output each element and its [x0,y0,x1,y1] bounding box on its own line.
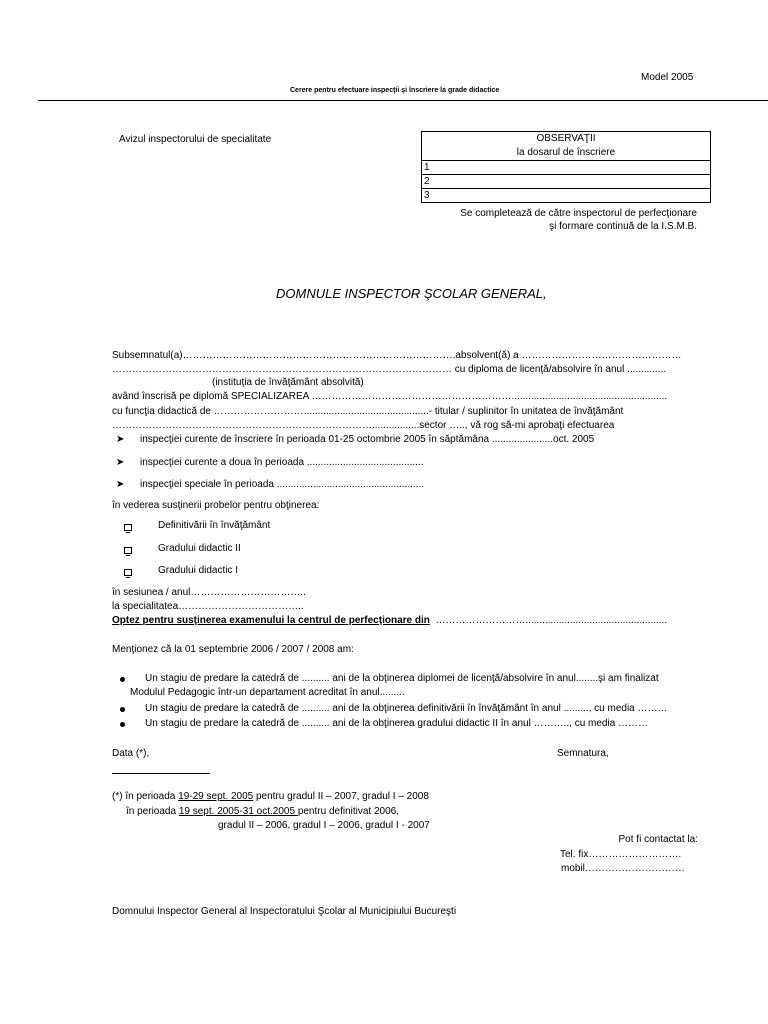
semnatura-label: Semnatura, [557,748,609,759]
observatii-note-1: Se completează de către inspectorul de perfecţionare [460,208,697,219]
note-text: pentru definitivat 2006, [297,806,399,817]
observatii-note-2: şi formare continuă de la I.S.M.B. [549,221,697,232]
note-text: pentru gradul II – 2007, gradul I – 2008 [253,791,429,802]
data-label: Data (*), [112,748,150,759]
line-specialitatea[interactable]: la specialitatea……………………………….. [112,601,304,612]
option-inspectie-1[interactable] [116,434,594,446]
form-title: Cerere pentru efectuare inspecţii şi înscriere la grade didactice [290,87,500,94]
tel-mobil-field[interactable]: mobil………………………… [561,863,685,874]
line-vederea: în vederea susţinerii probelor pentru obţinerea: [112,500,320,511]
bullet-icon [120,722,125,727]
arrow-bullet-icon: ➤ [116,457,125,468]
line-sesiunea[interactable]: în sesiunea / anul…………………………….. [112,587,306,598]
note-line-1 [112,791,429,803]
arrow-bullet-icon: ➤ [116,479,125,490]
checkbox-definitivat-icon[interactable] [124,524,132,531]
observatii-header [422,132,711,161]
observatii-row[interactable]: 1 [422,161,711,175]
note-period: 19 sept. 2005-31 oct.2005 [178,806,298,817]
label-definitivat: Definitivării în învăţământ [158,520,271,531]
contact-label: Pot fi contactat la: [618,834,698,845]
note-line-2 [126,806,399,818]
observatii-table [421,131,711,203]
optez-dots: ………………………................................................... [435,615,668,626]
line-sector[interactable]: …………………………………………………………………….................sector ….., vă rog să-mi aprobaţi efectuarea [112,420,615,431]
observatii-subtitle: la dosarul de înscriere [516,147,616,158]
line-functia[interactable]: cu funcţia didactică de ……………………….............................................- titular / suplinitor în unitatea de învăţământ [112,406,624,417]
option-inspectie-3[interactable] [116,479,424,491]
stagiu-grad-ii[interactable]: Un stagiu de predare la catedră de .......... ani de la obţinerea gradului didactic II în anul ……….., cu media ……… [145,718,649,729]
checkbox-grad-i-icon[interactable] [124,569,132,576]
label-grad-ii: Gradului didactic II [158,543,241,554]
checkbox-grad-ii-icon[interactable] [124,547,132,554]
line-subsemnatul[interactable]: Subsemnatul(a)……………………………………………………………………….absolvent(ă) a ………………………………………… [112,350,682,361]
option-text: inspecţiei speciale în perioada ..................................................... [140,479,425,490]
stagiu-definitivat[interactable]: Un stagiu de predare la catedră de .......... ani de la obţinerea definitivării în învăţământ în anul ........., cu media ……… [145,703,668,714]
observatii-row[interactable]: 2 [422,175,711,189]
option-text: inspecţiei curente de înscriere în perioada 01-25 octombrie 2005 în săptămâna ......................oct. 2005 [140,434,595,445]
note-period: 19-29 sept. 2005 [178,791,254,802]
bullet-icon [120,707,125,712]
note-text: în perioada [126,806,179,817]
aviz-label: Avizul inspectorului de specialitate [119,134,272,145]
line-specializarea[interactable]: având înscrisă pe diplomă SPECIALIZAREA ……………………………………………………........................................................ [112,391,668,402]
model-label: Model 2005 [641,72,694,83]
line-diploma[interactable]: ………………………………………………………………………………………… cu diploma de licenţă/absolvire în anul .............. [112,364,666,375]
note-text: (*) în perioada [112,791,179,802]
observatii-row[interactable]: 3 [422,189,711,203]
tel-fix-field[interactable]: Tel. fix………………………. [560,849,682,860]
addressee-line: Domnului Inspector General al Inspectoratului Şcolar al Municipiului Bucureşti [112,906,457,917]
option-text: inspecţiei curente a doua în perioada .......................................... [140,457,424,468]
stagiu-modul[interactable]: Modulul Pedagogic într-un departament acreditat în anul......... [130,687,405,698]
bullet-icon [120,677,125,682]
option-inspectie-2[interactable] [116,457,423,469]
label-grad-i: Gradului didactic I [158,565,239,576]
line-institutia: (instituţia de învăţământ absolvită) [212,377,364,388]
line-mentionez: Menţionez că la 01 septembrie 2006 / 2007 / 2008 am: [112,644,354,655]
line-optez[interactable] [112,615,667,627]
date-signature-line [112,773,210,774]
header-divider [38,100,768,101]
salutation-heading: DOMNULE INSPECTOR ŞCOLAR GENERAL, [276,286,547,301]
stagiu-licenta[interactable]: Un stagiu de predare la catedră de .......... ani de la obţinerea diplomei de licenţă/absolvire în anul........şi am finalizat [145,673,659,684]
arrow-bullet-icon: ➤ [116,434,125,445]
observatii-title: OBSERVAŢII [536,133,596,144]
optez-text: Optez pentru susţinerea examenului la centrul de perfecţionare din [112,615,430,626]
note-line-3: gradul II – 2006, gradul I – 2006, gradul I - 2007 [218,820,430,831]
